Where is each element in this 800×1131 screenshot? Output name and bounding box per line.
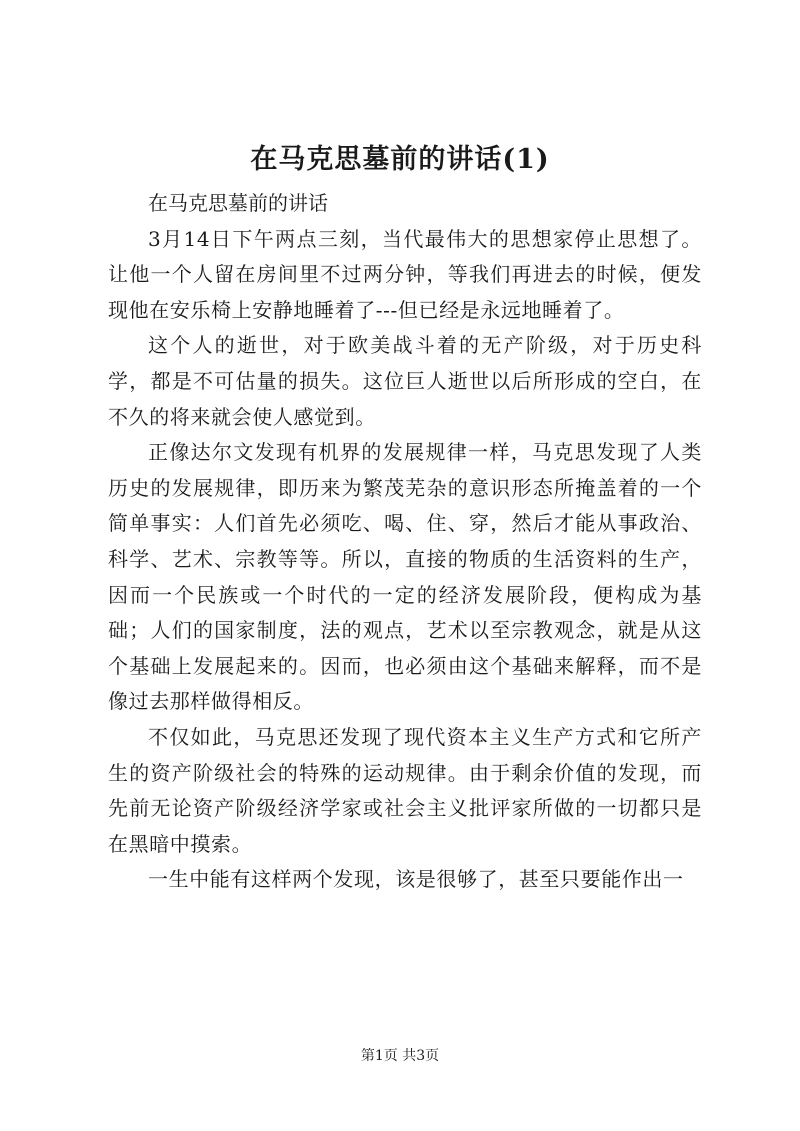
page-number-footer: 第1页 共3页 [360, 1048, 440, 1064]
paragraph: 这个人的逝世，对于欧美战斗着的无产阶级，对于历史科学，都是不可估量的损失。这位巨人逝世以后所形成的空白，在不久的将来就会使人感觉到。 [108, 333, 702, 429]
document-title: 在马克思墓前的讲话(1) [250, 144, 550, 175]
paragraph: 正像达尔文发现有机界的发展规律一样，马克思发现了人类历史的发展规律，即历来为繁茂芜杂的意识形态所掩盖着的一个简单事实：人们首先必须吃、喝、住、穿，然后才能从事政治、科学、艺术、宗教等等。所以，直接的物质的生活资料的生产，因而一个民族或一个时代的一定的经济发展阶段，便构成为基础；人们的国家制度，法的观点，艺术以至宗教观念，就是从这个基础上发展起来的。因而，也必须由这个基础来解释，而不是像过去那样做得相反。 [108, 440, 702, 714]
paragraph: 3月14日下午两点三刻，当代最伟大的思想家停止思想了。让他一个人留在房间里不过两分钟，等我们再进去的时候，便发现他在安乐椅上安静地睡着了---但已经是永远地睡着了。 [108, 226, 702, 322]
document-subtitle: 在马克思墓前的讲话 [148, 191, 328, 215]
paragraph: 不仅如此，马克思还发现了现代资本主义生产方式和它所产生的资产阶级社会的特殊的运动规律。由于剩余价值的发现，而先前无论资产阶级经济学家或社会主义批评家所做的一切都只是在黑暗中摸索。 [108, 724, 702, 856]
document-body [108, 186, 702, 898]
paragraph: 一生中能有这样两个发现，该是很够了，甚至只要能作出一 [148, 867, 684, 892]
